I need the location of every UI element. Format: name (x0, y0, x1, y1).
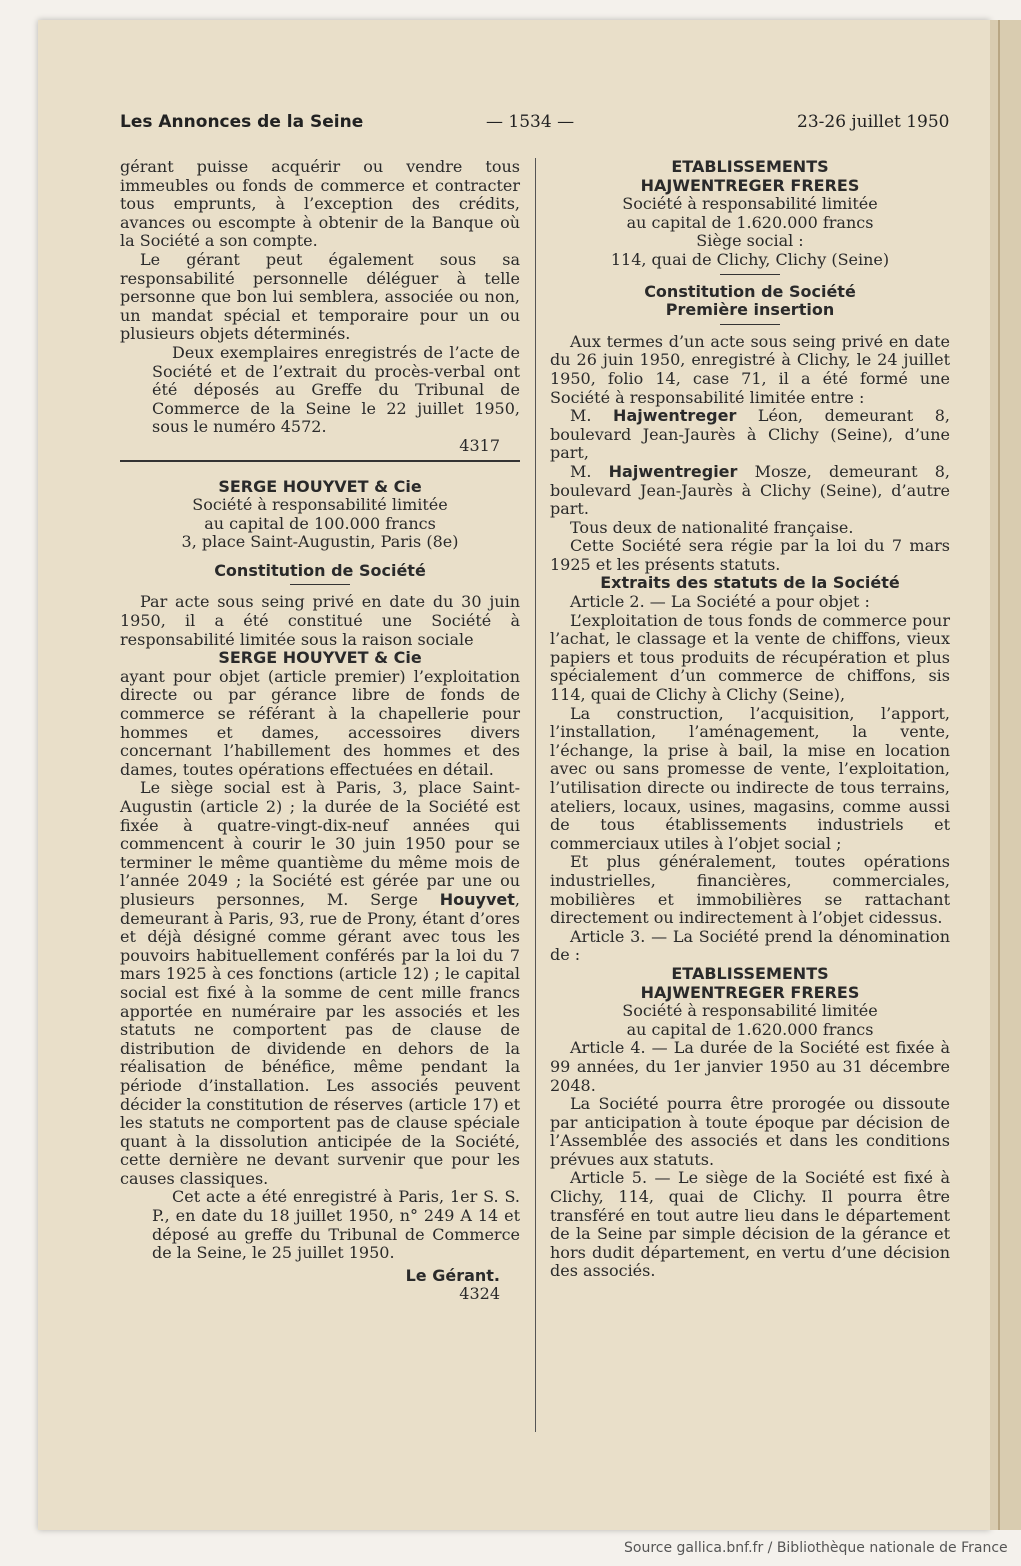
issue-date: 23-26 juillet 1950 (797, 112, 950, 132)
journal-title: Les Annonces de la Seine (120, 112, 364, 132)
paragraph: Article 3. — La Société prend la dénomination de : (550, 926, 950, 965)
company-form: Société à responsabilité limitée (192, 495, 448, 515)
paragraph: La Société pourra être prorogée ou dissoute par anticipation à toute époque par décision de l’Assemblée des associés et dans les conditions prévues aux statuts. (550, 1094, 950, 1169)
notice-number: 4317 (459, 435, 500, 455)
company-name: HAJWENTREGER FRERES (640, 982, 860, 1002)
paragraph (120, 779, 520, 1188)
section-title: Constitution de Société (644, 281, 856, 301)
text: Léon, demeurant 8, boulevard Jean-Jaurès à Clichy (Seine), d’une part, (550, 406, 950, 463)
text: , demeurant à Paris, 93, rue de Prony, étant d’ores et déjà désigné comme gérant avec tous les pouvoirs habituellement conférés par la loi du 7 mars 1925 à ces fonctions (article 12) ; le capital social est fixé à la somme de cent mille francs apportée en numéraire par les associés et les statuts ne comportent pas de clause de distribution de dividende en dehors de la réalisation de bénéfice, même pendant la période d’installation. Les associés peuvent décider la constitution de réserves (article 17) et les statuts ne comportent pas de clause spéciale quant à la dissolution anticipée de la Société, cette dernière ne devant survenir que pour les causes classiques. (120, 889, 520, 1188)
section-rule (120, 460, 520, 462)
person-name: Houyvet (439, 889, 515, 909)
source-credit: Source gallica.bnf.fr / Bibliothèque nationale de France (624, 1540, 1008, 1556)
short-rule (720, 274, 780, 275)
column-divider (535, 158, 536, 1432)
paragraph: La construction, l’acquisition, l’apport, l’installation, l’aménagement, la vente, l’échange, la prise à bail, la mise en location avec ou sans promesse de vente, l’exploitation, l’utilisation directe ou indirecte de tous terrains, ateliers, locaux, usines, magasins, comme aussi de tous établissements industriels et commerciaux utiles à l’objet social ; (550, 703, 950, 853)
signature: Le Gérant. (405, 1265, 500, 1285)
paragraph: Par acte sous seing privé en date du 30 juin 1950, il a été constitué une Société à responsabilité limitée sous la raison sociale (120, 592, 520, 649)
page-number: — 1534 — (486, 112, 575, 132)
company-seat-label: Siège social : (696, 231, 804, 251)
company-name: SERGE HOUYVET & Cie (218, 476, 422, 496)
text: M. (570, 461, 609, 481)
section-title: Constitution de Société (214, 560, 426, 580)
text: M. (570, 406, 614, 426)
paragraph: Le gérant peut également sous sa responsabilité personnelle déléguer à telle personne que bon lui semblera, associée ou non, un mandat spécial et temporaire pour un ou plusieurs objets déterminés. (120, 249, 520, 344)
paragraph: L’exploitation de tous fonds de commerce pour l’achat, le classage et la vente de chiffons, vieux papiers et tous produits de récupération et plus spécialement d’un commerce de chiffons, sis 114, quai de Clichy à Clichy (Seine), (550, 610, 950, 705)
company-capital: au capital de 100.000 francs (204, 513, 436, 533)
paragraph (550, 407, 950, 463)
notice-number: 4324 (459, 1284, 500, 1304)
paragraph: ayant pour objet (article premier) l’exploitation directe ou par gérance libre de fonds de commerce se référant à la chapellerie pour hommes et dames, accessoires divers concernant l’habillement des hommes et des dames, toutes opérations effectuées en détail. (120, 666, 520, 779)
short-rule (720, 324, 780, 325)
paragraph: Cet acte a été enregistré à Paris, 1er S. S. P., en date du 18 juillet 1950, n° 249 A 14 et déposé au greffe du Tribunal de Commerce de la Seine, le 25 juillet 1950. (152, 1187, 520, 1263)
company-address: 3, place Saint-Augustin, Paris (8e) (181, 532, 459, 552)
spine-edge (998, 20, 1000, 1530)
company-address: 114, quai de Clichy, Clichy (Seine) (610, 249, 890, 269)
paragraph: Aux termes d’un acte sous seing privé en date du 26 juin 1950, enregistré à Clichy, le 24 juillet 1950, folio 14, case 71, il a été formé une Société à responsabilité limitée entre : (550, 331, 950, 407)
right-column (550, 158, 950, 1281)
company-form: Société à responsabilité limitée (622, 1001, 878, 1021)
company-name: HAJWENTREGER FRERES (640, 175, 860, 195)
short-rule (290, 584, 350, 585)
page-spine (990, 20, 1021, 1530)
company-name: SERGE HOUYVET & Cie (218, 648, 422, 668)
section-title: Extraits des statuts de la Société (600, 573, 900, 593)
paragraph: Article 2. — La Société a pour objet : (570, 592, 870, 612)
text: Mosze, demeurant 8, boulevard Jean-Jaurès à Clichy (Seine), d’autre part. (550, 461, 951, 519)
company-name: ETABLISSEMENTS (671, 963, 829, 983)
paragraph: Cette Société sera régie par la loi du 7 mars 1925 et les présents statuts. (550, 536, 950, 574)
text: Le siège social est à Paris, 3, place Saint-Augustin (article 2) ; la durée de la Société est fixée à quatre-vingt-dix-neuf années qui commencent à courir le 30 juin 1950 pour se terminer le même quantième du même mois de l’année 2049 ; la Société est gérée par une ou plusieurs personnes, M. Serge (120, 778, 520, 909)
company-capital: au capital de 1.620.000 francs (626, 212, 874, 232)
person-name: Hajwentreger (613, 406, 737, 426)
paragraph: Article 5. — Le siège de la Société est fixé à Clichy, 114, quai de Clichy. Il pourra être transféré en tout autre lieu dans le département de la Seine par simple décision de la gérance et hors dudit département, en vertu d’une décision des associés. (550, 1168, 950, 1281)
paragraph: Deux exemplaires enregistrés de l’acte de Société et de l’extrait du procès-verbal ont été déposés au Greffe du Tribunal de Commerce de la Seine le 22 juillet 1950, sous le numéro 4572. (152, 342, 520, 437)
paragraph: Et plus généralement, toutes opérations industrielles, financières, commerciales, mobilières et immobilières se rattachant directement ou indirectement à l’objet cidessus. (550, 852, 950, 928)
company-name: ETABLISSEMENTS (671, 157, 829, 176)
paragraph: Article 4. — La durée de la Société est fixée à 99 années, du 1er janvier 1950 au 31 décembre 2048. (550, 1038, 950, 1095)
section-subtitle: Première insertion (665, 300, 835, 320)
company-capital: au capital de 1.620.000 francs (626, 1019, 874, 1039)
person-name: Hajwentregier (608, 461, 738, 481)
paragraph (550, 463, 950, 519)
left-column (120, 158, 520, 1304)
paragraph: gérant puisse acquérir ou vendre tous immeubles ou fonds de commerce et contracter tous emprunts, à l’exception des crédits, avances ou escompte à obtenir de la Banque où la Société a son compte. (120, 157, 520, 251)
paragraph: Tous deux de nationalité française. (570, 517, 854, 537)
company-form: Société à responsabilité limitée (622, 194, 878, 214)
